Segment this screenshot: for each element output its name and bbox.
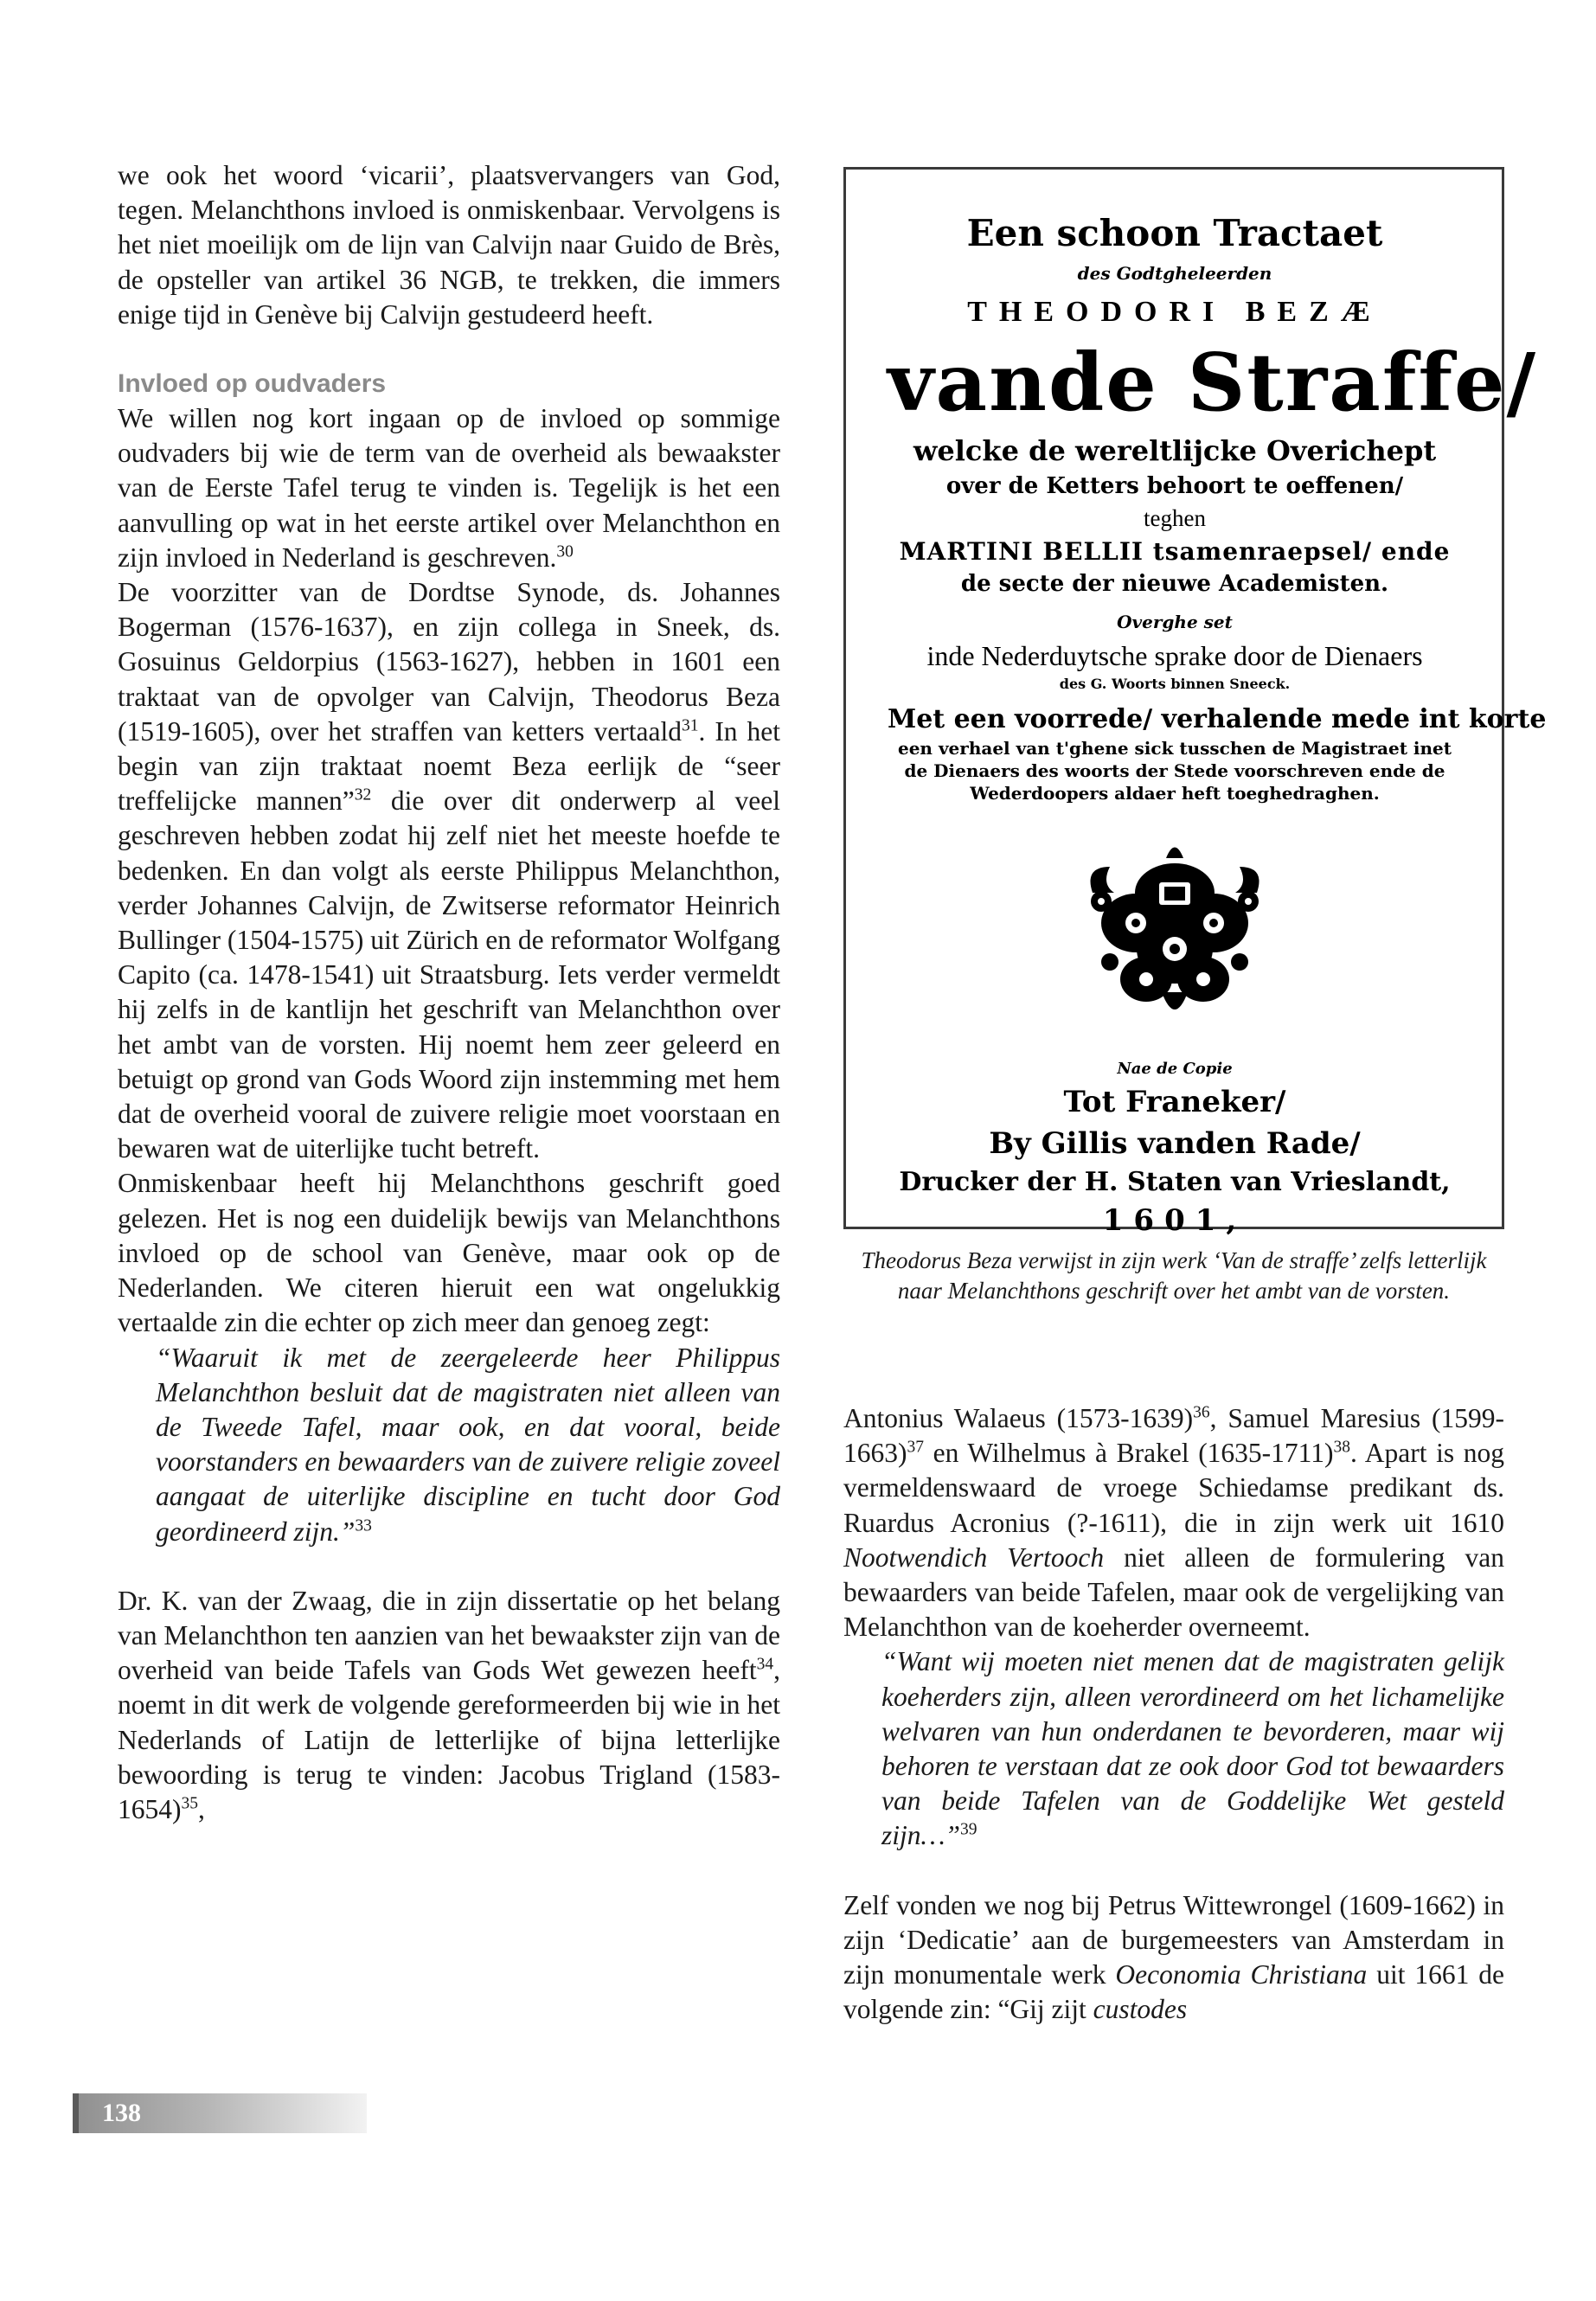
tp-line: inde Nederduytsche sprake door de Dienaers xyxy=(926,640,1423,671)
tp-line: THEODORI BEZÆ xyxy=(967,296,1382,328)
tp-line: Nae de Copie xyxy=(1117,1060,1233,1078)
book-title: Oeconomia Christiana xyxy=(1115,1959,1368,1990)
footnote-ref: 31 xyxy=(681,716,699,735)
paragraph-geschrift: Onmiskenbaar heeft hij Melanchthons geschrift goed gelezen. Het is nog een duidelijk bewijs van Melanchthons invloed op de school van Genève, maar ook op de Nederlanden. We citeren hieruit een wat ongelukkig vertaalde zin die echter op zich meer dan genoeg zegt: xyxy=(118,1168,780,1338)
tp-line: Overghe set xyxy=(1117,612,1233,632)
right-column xyxy=(843,1401,1504,2027)
footnote-ref: 30 xyxy=(556,542,574,561)
printers-ornament-icon xyxy=(1075,832,1274,1031)
footnote-ref: 39 xyxy=(960,1820,977,1839)
book-title: Nootwendich Vertooch xyxy=(843,1541,1105,1573)
page-number-tab xyxy=(73,2093,367,2133)
paragraph-wittewrongel: Zelf vonden we nog bij Petrus Wittewrongel (1609-1662) in zijn ‘Dedicatie’ aan de burgemeesters van Amsterdam in zijn monumentale werk Oeconomia Christiana uit 1661 de volgende zin: “Gij zijt custodes xyxy=(843,1889,1504,2025)
tp-line: Met een voorrede/ verhalende mede int korte xyxy=(888,704,1547,734)
tp-line: MARTINI BELLII tsamenraepsel/ ende xyxy=(899,537,1451,566)
paragraph-zwaag: Dr. K. van der Zwaag, die in zijn dissertatie op het belang van Melanchthon ten aanzien van het bewaakster zijn van de overheid van beide Tafels van Gods Wet gewezen heeft$^{34}$, noemt in dit werk de volgende gereformeerden bij wie in het Nederlands of Latijn de letterlijke of bijna letterlijke bewoording is terug te vinden: Jacobus Trigland (1583-1654)$^{35}$, xyxy=(118,1585,780,1824)
folio-bar xyxy=(73,2093,79,2133)
footnote-ref: 35 xyxy=(181,1794,199,1813)
tp-line: Wederdoopers aldaer heft toeghedraghen. xyxy=(970,783,1380,804)
tp-line: Tot Franeker/ xyxy=(1063,1085,1286,1119)
tp-line: de secte der nieuwe Academisten. xyxy=(960,571,1389,597)
paragraph-walaeus: Antonius Walaeus (1573-1639)$^{36}$, Samuel Maresius (1599-1663)$^{37}$ en Wilhelmus à Brakel (1635-1711)$^{38}$. Apart is nog vermeldenswaard de vroege Schiedamse predikant ds. Ruardus Acronius (?-1611), die in zijn werk uit 1610 Nootwendich Vertooch niet alleen de formulering van bewaarders van beide Tafelen, maar ook de vergelijking van Melanchthon van de koeherder overneemt. xyxy=(843,1403,1504,1643)
tp-line: vande Straffe/ xyxy=(888,336,1538,429)
footnote-ref: 32 xyxy=(354,785,372,804)
footnote-ref: 38 xyxy=(1333,1438,1351,1457)
tp-line: teghen xyxy=(1144,505,1206,531)
section-heading: Invloed op oudvaders xyxy=(118,369,387,399)
tp-line: des Godtgheleerden xyxy=(1077,263,1272,284)
figure-caption: Theodorus Beza verwijst in zijn werk ‘Van de straffe’ zelfs letterlijk naar Melanchthons geschrift over het ambt van de vorsten. xyxy=(861,1247,1487,1304)
tp-line: 1601, xyxy=(1102,1203,1247,1238)
tp-line: des G. Woorts binnen Sneeck. xyxy=(1059,676,1291,692)
footnote-ref: 36 xyxy=(1193,1403,1210,1422)
paragraph-bogerman: De voorzitter van de Dordtse Synode, ds. Johannes Bogerman (1576-1637), en zijn collega in Sneek, ds. Gosuinus Geldorpius (1563-1627), hebben in 1601 een traktaat van de opvolger van Calvijn, Theodorus Beza (1519-1605), over het straffen van ketters vertaald$^{31}$. In het begin van zijn traktaat noemt Beza eerlijk de “seer treffelijcke mannen”$^{32}$ die over dit onderwerp al veel geschreven hebben zodat hij zelf niet het meeste hoefde te bedenken. En dan volgt als eerste Philippus Melanchthon, verder Johannes Calvijn, de Zwitserse reformator Heinrich Bullinger (1504-1575) uit Zürich en de reformator Wolfgang Capito (ca. 1478-1541) uit Straatsburg. Iets verder vermeldt hij zelfs in de kantlijn het geschrift van Melanchthon over het ambt van de vorsten. Hij noemt hem zeer geleerd en betuigt op grond van Gods Woord zijn instemming met hem dat de overheid vooral de zuivere religie moet voorstaan en bewaren wat de uiterlijke tucht betreft. xyxy=(118,577,780,1164)
footnote-ref: 37 xyxy=(907,1438,925,1457)
footnote-ref: 33 xyxy=(355,1516,372,1535)
paragraph-oudvaders: We willen nog kort ingaan op de invloed op sommige oudvaders bij wie de term van de overheid als bewaakster van de Eerste Tafel terug te vinden is. Tegelijk is het een aanvulling op wat in het eerste artikel over Melanchthon en zijn invloed in Nederland is geschreven.$^{30}$ xyxy=(118,403,780,573)
footnote-ref: 34 xyxy=(756,1655,774,1674)
left-column xyxy=(118,158,780,1827)
tp-line: Drucker der H. Staten van Vrieslandt, xyxy=(899,1167,1451,1197)
tp-line: de Dienaers des woorts der Stede voorschreven ende de xyxy=(904,760,1445,781)
tp-line: Een schoon Tractaet xyxy=(966,212,1383,254)
tp-line: over de Ketters behoort te oeffenen/ xyxy=(945,473,1404,499)
title-page xyxy=(888,204,1547,1238)
latin-term: custodes xyxy=(1093,1994,1188,2025)
tp-line: By Gillis vanden Rade/ xyxy=(989,1126,1361,1161)
block-quote: “Waaruit ik met de zeergeleerde heer Philippus Melanchthon besluit dat de magistraten niet alleen van de Tweede Tafel, maar ook, en dat vooral, beide voorstanders en bewaarders van de zuivere religie zoveel aangaat de uiterlijke discipline en tucht door God geordineerd zijn.”$^{33}$ xyxy=(156,1342,780,1547)
tp-line: een verhael van t'ghene sick tusschen de Magistraet inet xyxy=(897,738,1452,759)
title-page-figure xyxy=(843,167,1547,1238)
page-number: 138 xyxy=(102,2099,141,2127)
tp-line: welcke de wereltlijcke Overichept xyxy=(913,434,1437,467)
block-quote: “Want wij moeten niet menen dat de magistraten gelijk koeherders zijn, alleen verordineerd om het lichamelijke welvaren van hun onderdanen te bevorderen, maar wij behoren te verstaan dat ze ook door God tot bewaarders van beide Tafelen van de Goddelijke Wet gesteld zijn…”$^{39}$ xyxy=(881,1646,1504,1851)
paragraph-intro: we ook het woord ‘vicarii’, plaatsvervangers van God, tegen. Melanchthons invloed is onmiskenbaar. Vervolgens is het niet moeilijk om de lijn van Calvijn naar Guido de Brès, de opsteller van artikel 36 NGB, te trekken, die immers enige tijd in Genève bij Calvijn gestudeerd heeft. xyxy=(118,160,780,330)
